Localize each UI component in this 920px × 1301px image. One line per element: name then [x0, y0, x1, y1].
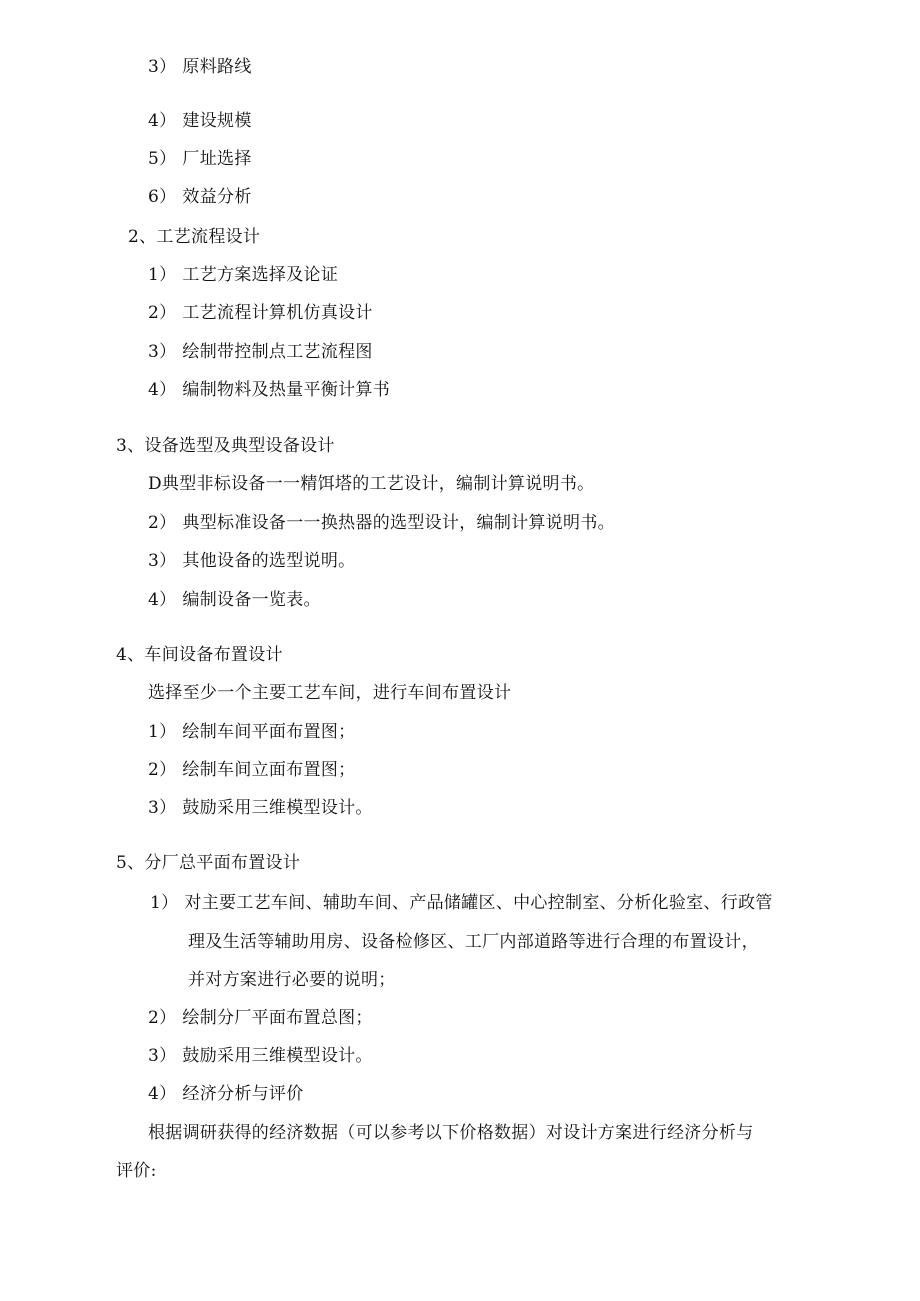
item-number: 4） [148, 111, 177, 131]
section-heading: 5、分厂总平面布置设计 [116, 853, 301, 873]
item-text: 其他设备的选型说明。 [182, 551, 356, 571]
item-text: 厂址选择 [182, 149, 252, 169]
item-text: 编制物料及热量平衡计算书 [182, 380, 391, 400]
item-text: 鼓励采用三维模型设计。 [182, 798, 373, 818]
list-item [148, 110, 252, 132]
item-text: 建设规模 [182, 111, 252, 131]
list-item [148, 759, 355, 781]
list-item [148, 1007, 373, 1029]
item-number: 1） [148, 722, 177, 742]
item-text: 编制设备一览表。 [182, 590, 321, 610]
item-text: 原料路线 [182, 57, 252, 77]
section-heading: 4、车间设备布置设计 [116, 645, 283, 665]
item-number: 3） [148, 1046, 177, 1066]
list-item [148, 550, 355, 572]
item-number: 3） [148, 342, 177, 362]
item-number: 3） [148, 57, 177, 77]
list-item [148, 186, 252, 208]
list-item: D典型非标设备一一精饵塔的工艺设计，编制计算说明书。 [148, 474, 595, 494]
list-item [148, 302, 373, 324]
item-number: 1） [148, 265, 177, 285]
item-text-line: 并对方案进行必要的说明； [188, 970, 396, 990]
item-text: 效益分析 [182, 187, 252, 207]
item-number: 5） [148, 149, 177, 169]
item-text: 工艺流程计算机仿真设计 [182, 303, 373, 323]
list-item [148, 148, 252, 170]
section-heading: 3、设备选型及典型设备设计 [116, 436, 335, 456]
item-number: 2） [148, 303, 177, 323]
item-text: 绘制分厂平面布置总图； [182, 1008, 373, 1028]
list-item [148, 341, 373, 363]
list-item [148, 512, 615, 534]
item-number: 4） [148, 380, 177, 400]
item-number: 1） [150, 893, 179, 913]
item-number: 3） [148, 798, 177, 818]
item-text: 绘制车间平面布置图； [182, 722, 356, 742]
item-text-line: 理及生活等辅助用房、设备检修区、工厂内部道路等进行合理的布置设计， [188, 932, 759, 952]
item-text: 工艺方案选择及论证 [182, 265, 339, 285]
item-number: 4） [148, 1084, 177, 1104]
item-number: 2） [148, 1008, 177, 1028]
item-number: 2） [148, 760, 177, 780]
item-text-line: 对主要工艺车间、辅助车间、产品储罐区、中心控制室、分析化验室、行政管 [184, 893, 773, 913]
section-heading: 2、工艺流程设计 [128, 227, 261, 247]
list-item [148, 56, 252, 78]
list-item [148, 721, 355, 743]
item-text: 经济分析与评价 [182, 1084, 304, 1104]
item-text: 绘制车间立面布置图； [182, 760, 356, 780]
item-text: 典型标准设备一一换热器的选型设计，编制计算说明书。 [182, 513, 615, 533]
list-item [148, 379, 390, 401]
list-item [148, 1083, 304, 1105]
item-number: 6） [148, 187, 177, 207]
section-intro: 选择至少一个主要工艺车间，进行车间布置设计 [148, 683, 512, 703]
list-item [148, 1045, 373, 1067]
list-item [148, 797, 373, 819]
item-number: 3） [148, 551, 177, 571]
list-item [148, 264, 338, 286]
item-number: 4） [148, 590, 177, 610]
item-text: 鼓励采用三维模型设计。 [182, 1046, 373, 1066]
list-item [148, 589, 321, 611]
paragraph-line: 根据调研获得的经济数据（可以参考以下价格数据）对设计方案进行经济分析与 [148, 1123, 754, 1143]
item-text: 绘制带控制点工艺流程图 [182, 342, 373, 362]
paragraph-line: 评价: [116, 1161, 157, 1181]
list-item [150, 892, 773, 914]
item-number: 2） [148, 513, 177, 533]
